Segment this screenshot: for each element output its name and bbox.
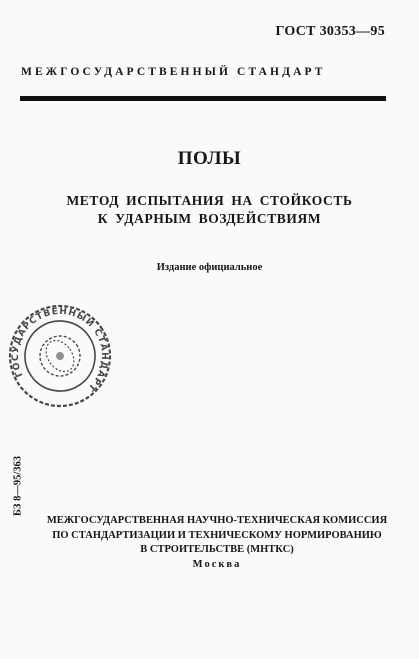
document-subtitle — [0, 192, 419, 228]
standard-type-heading: МЕЖГОСУДАРСТВЕННЫЙ СТАНДАРТ — [21, 66, 326, 78]
subtitle-line-1: МЕТОД ИСПЫТАНИЯ НА СТОЙКОСТЬ — [66, 193, 353, 208]
publisher-block — [22, 514, 412, 572]
stamp-seal-icon — [4, 300, 116, 412]
publisher-line-2: ПО СТАНДАРТИЗАЦИИ И ТЕХНИЧЕСКОМУ НОРМИРОВАНИЮ — [52, 529, 382, 541]
header-divider — [20, 96, 386, 101]
edition-label: Издание официальное — [156, 262, 263, 273]
subtitle-line-2: К УДАРНЫМ ВОЗДЕЙСТВИЯМ — [97, 211, 322, 226]
page-title: ПОЛЫ — [177, 148, 242, 169]
document-code: ГОСТ 30353—95 — [275, 24, 385, 39]
library-stamp-seal — [4, 300, 116, 412]
stamp-ring-text: ГОСУДАРСТВЕННЫЙ СТАНДАРТ — [10, 306, 110, 394]
publisher-line-3: В СТРОИТЕЛЬСТВЕ (МНТКС) — [140, 544, 294, 555]
side-registration-code: БЗ 8—95/363 — [12, 455, 24, 517]
publisher-city: Москва — [192, 558, 242, 570]
publisher-line-1: МЕЖГОСУДАРСТВЕННАЯ НАУЧНО-ТЕХНИЧЕСКАЯ КОМИССИЯ — [46, 515, 388, 526]
